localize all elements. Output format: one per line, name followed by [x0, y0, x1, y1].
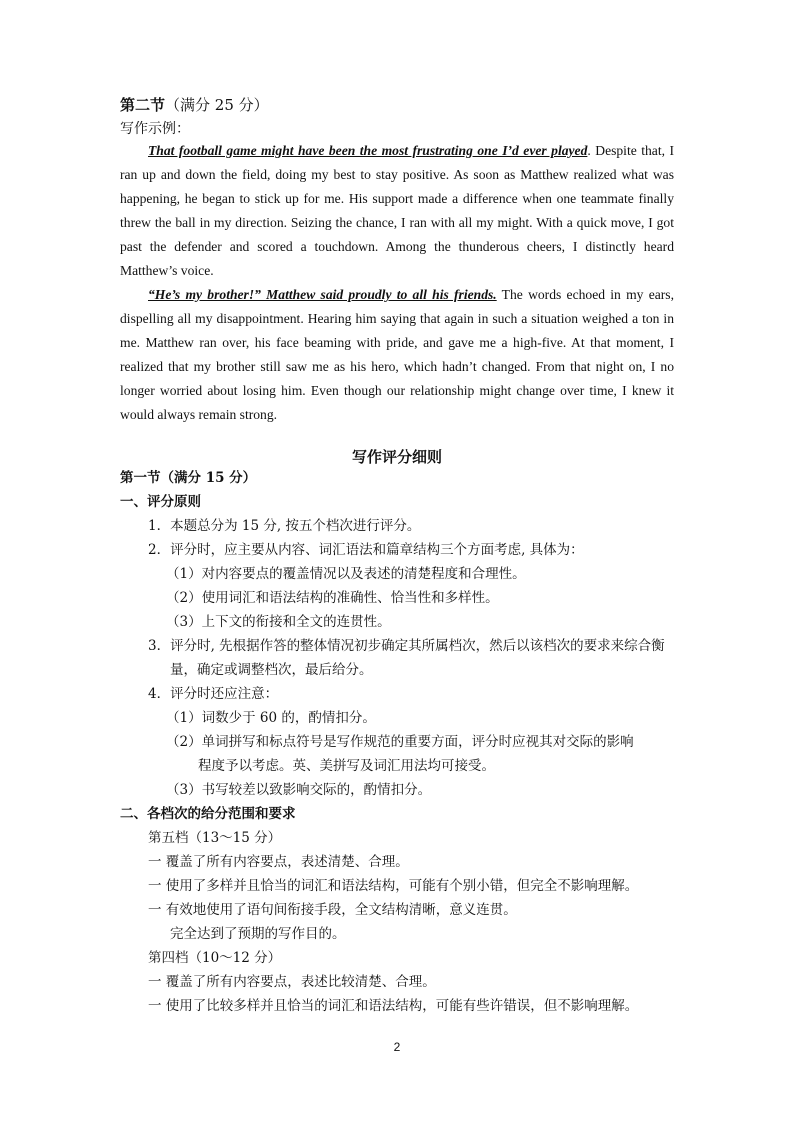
essay-p1-given-sentence: That football game might have been the most frustrating one I’d ever played: [148, 143, 588, 158]
grade-5-bullet-2: 一 使用了多样并且恰当的词汇和语法结构，可能有个别小错，但完全不影响理解。: [148, 878, 639, 894]
rule-item-4-sub-1: （1）词数少于 60 的，酌情扣分。: [166, 710, 376, 726]
grade-5-bullet-3: 一 有效地使用了语句间衔接手段，全文结构清晰，意义连贯。: [148, 902, 517, 918]
grade-4-bullet-1: 一 覆盖了所有内容要点，表述比较清楚、合理。: [148, 974, 436, 990]
page-number: 2: [393, 1040, 401, 1054]
rule-item-2-sub-1: （1）对内容要点的覆盖情况以及表述的清楚程度和合理性。: [166, 566, 526, 582]
essay-paragraph-2: [120, 283, 674, 427]
grade-5-bullet-1: 一 覆盖了所有内容要点，表述清楚、合理。: [148, 854, 409, 870]
rule-item-3-line-2: 量，确定或调整档次，最后给分。: [170, 662, 373, 678]
rule-item-2: 2．评分时，应主要从内容、词汇语法和篇章结构三个方面考虑, 具体为：: [148, 542, 584, 558]
essay-p2-body: The words echoed in my ears, dispelling all my disappointment. Hearing him saying that again in such a situation weighed a ton in me. Matthew ran over, his face beaming with pride, and gave me a high-five. At that moment, I realized that my brother still saw me as his hero, which hadn’t changed. From that night on, I no longer worried about losing him. Even though our relationship might change over time, I knew it would always remain strong.: [120, 287, 674, 422]
grade-4-label: 第四档（10～12 分）: [148, 950, 282, 966]
section-2-heading: [120, 94, 269, 115]
section-2-score: （满分 25 分）: [165, 96, 269, 114]
sample-label: 写作示例：: [120, 121, 190, 137]
part-1-heading: 一、评分原则: [120, 494, 201, 510]
rule-item-3-line-1: 3．评分时, 先根据作答的整体情况初步确定其所属档次，然后以该档次的要求来综合衡: [148, 638, 665, 654]
rule-item-4-sub-3: （3）书写较差以致影响交际的，酌情扣分。: [166, 782, 432, 798]
rule-item-4-sub-2-line-1: （2）单词拼写和标点符号是写作规范的重要方面，评分时应视其对交际的影响: [166, 734, 634, 750]
grade-5-label: 第五档（13～15 分）: [148, 830, 282, 846]
rule-item-2-sub-3: （3）上下文的衔接和全文的连贯性。: [166, 614, 391, 630]
essay-paragraph-1: [120, 139, 674, 283]
rule-item-2-sub-2: （2）使用词汇和语法结构的准确性、恰当性和多样性。: [166, 590, 499, 606]
rule-item-4-sub-2-line-2: 程度予以考虑。英、美拼写及词汇用法均可接受。: [198, 758, 495, 774]
section-2-label: 第二节: [120, 96, 166, 114]
grade-5-bullet-3-cont: 完全达到了预期的写作目的。: [170, 926, 346, 942]
rule-item-4: 4．评分时还应注意：: [148, 686, 279, 702]
essay-p2-given-sentence: “He’s my brother!” Matthew said proudly to all his friends.: [148, 287, 497, 302]
section-1-heading: 第一节（满分 15 分）: [120, 470, 257, 486]
rule-item-1: 1．本题总分为 15 分, 按五个档次进行评分。: [148, 518, 421, 534]
rubric-title: 写作评分细则: [351, 448, 442, 466]
essay-p1-body: . Despite that, I ran up and down the field, doing my best to stay positive. As soon as Matthew realized what was happening, he began to stick up for me. His support made a difference when one teammate finally threw the ball in my direction. Seizing the chance, I ran with all my might. With a quick move, I got past the defender and scored a touchdown. Among the thunderous cheers, I distinctly heard Matthew’s voice.: [120, 143, 674, 278]
part-2-heading: 二、各档次的给分范围和要求: [120, 806, 296, 822]
grade-4-bullet-2: 一 使用了比较多样并且恰当的词汇和语法结构，可能有些许错误，但不影响理解。: [148, 998, 639, 1014]
